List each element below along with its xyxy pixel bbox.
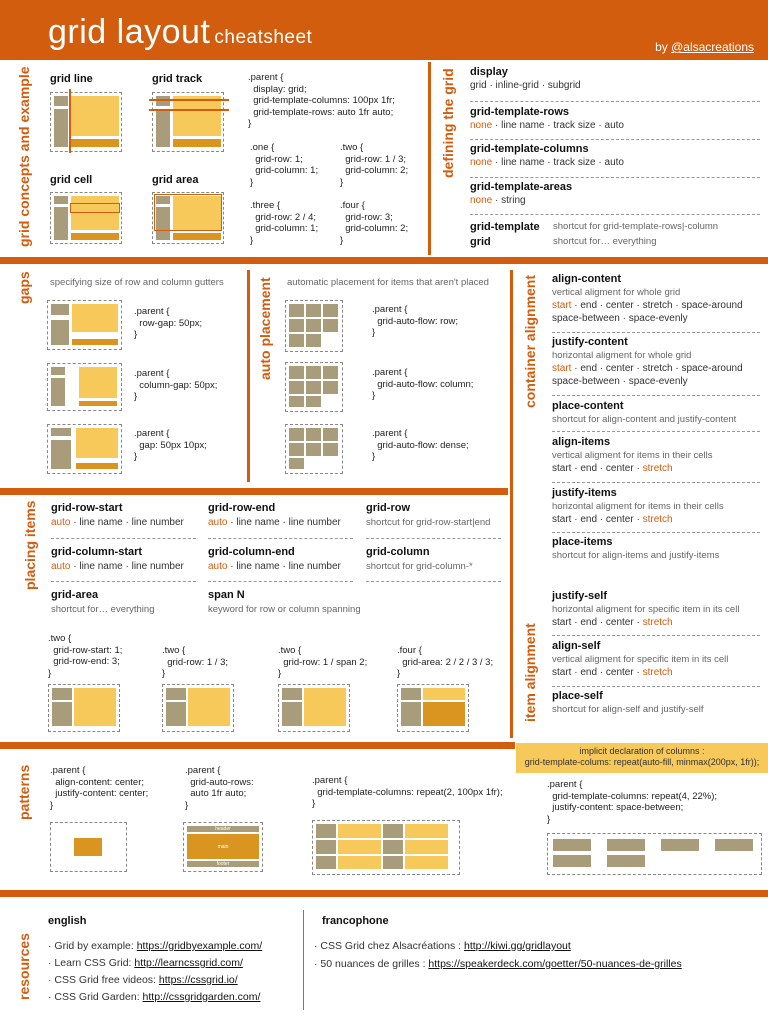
diagram-pattern-repeat [312, 820, 460, 875]
code-column-gap: .parent { column-gap: 50px; } [134, 368, 218, 402]
dash-divider [470, 139, 760, 140]
prop-grid-column-start: grid-column-start auto · line name · line number [51, 546, 184, 572]
gaps-desc: specifying size of row and column gutters [50, 277, 224, 288]
section-title-patterns: patterns [16, 764, 32, 820]
dash-divider [470, 177, 760, 178]
section-title-placing: placing items [22, 500, 38, 590]
code-placing-3: .two { grid-row: 1 / span 2; } [278, 645, 368, 679]
section-title-concepts: grid concepts and example [16, 66, 32, 247]
resource-en-4: · CSS Grid Garden: http://cssgridgarden.com/ [48, 991, 261, 1003]
diagram-column-gap [47, 363, 122, 411]
diagram-placing-1 [48, 684, 120, 732]
dash-divider [470, 214, 760, 215]
diagram-auto-column [285, 362, 343, 412]
resource-en-2: · Learn CSS Grid: http://learncssgrid.com/ [48, 957, 243, 969]
diagram-pattern-holy [183, 822, 263, 872]
prop-grid-row-end: grid-row-end auto · line name · line number [208, 502, 341, 528]
divider-bar [0, 257, 768, 264]
resource-link[interactable]: https://gridbyexample.com/ [136, 940, 263, 952]
dash-divider [51, 581, 196, 582]
resource-link[interactable]: https://cssgrid.io/ [158, 974, 238, 986]
diagram-auto-row [285, 300, 343, 352]
justify-self: justify-self horizontal aligment for specific item in its cell start · end · center · stretch [552, 590, 740, 628]
resource-en-3: · CSS Grid free videos: https://cssgrid.io/ [48, 974, 238, 986]
align-content: align-content vertical aligment for whole grid start · end · center · stretch · space-around space-between · space-evenly [552, 273, 743, 324]
place-items: place-items shortcut for align-items and justify-items [552, 536, 720, 561]
diagram-grid-area [152, 192, 224, 244]
justify-items: justify-items horizontal aligment for items in their cells start · end · center · stretch [552, 487, 724, 525]
resources-english: english [48, 915, 87, 927]
resource-fr-1: · CSS Grid chez Alsacréations : http://kiwi.gg/gridlayout [314, 940, 571, 952]
dash-divider [552, 482, 760, 483]
code-auto-row: .parent { grid-auto-flow: row; } [372, 304, 459, 338]
code-auto-column: .parent { grid-auto-flow: column; } [372, 367, 474, 401]
def-template: grid-template [470, 221, 540, 233]
diagram-pattern-center [50, 822, 127, 872]
align-self: align-self vertical aligment for specific item in its cell start · end · center · stretch [552, 640, 729, 678]
dash-divider [208, 581, 353, 582]
pattern-header-label: header [186, 825, 260, 833]
divider-bar [0, 890, 768, 897]
resource-en-1: · Grid by example: https://gridbyexample.com/ [48, 940, 263, 952]
place-self: place-self shortcut for align-self and justify-self [552, 690, 704, 715]
code-row-gap: .parent { row-gap: 50px; } [134, 306, 203, 340]
code-two: .two { grid-row: 1 / 3; grid-column: 2; } [340, 142, 409, 188]
diagram-grid-cell [50, 192, 122, 244]
dash-divider [51, 538, 196, 539]
code-placing-1: .two { grid-row-start: 1; grid-row-end: 3; } [48, 633, 123, 679]
concept-grid-track: grid track [152, 73, 203, 85]
divider-vertical [510, 270, 513, 738]
prop-grid-row-start: grid-row-start auto · line name · line number [51, 502, 184, 528]
concept-grid-area: grid area [152, 174, 199, 186]
prop-grid-row: grid-row shortcut for grid-row-start|end [366, 502, 491, 528]
def-grid-desc: shortcut for… everything [553, 236, 657, 247]
author-link[interactable]: @alsacreations [671, 40, 754, 54]
dash-divider [366, 538, 501, 539]
def-template-desc: shortcut for grid-template-rows|-column [553, 221, 719, 232]
code-pattern-1: .parent { align-content: center; justify-content: center; } [50, 765, 149, 811]
code-placing-2: .two { grid-row: 1 / 3; } [162, 645, 228, 679]
code-one: .one { grid-row: 1; grid-column: 1; } [250, 142, 319, 188]
dash-divider [552, 532, 760, 533]
page-subtitle: cheatsheet [214, 27, 313, 48]
concept-grid-cell: grid cell [50, 174, 93, 186]
concept-grid-line: grid line [50, 73, 93, 85]
code-pattern-2: .parent { grid-auto-rows: auto 1fr auto; } [185, 765, 254, 811]
code-pattern-3: .parent { grid-template-columns: repeat(2, 100px 1fr); } [312, 775, 503, 809]
resource-link[interactable]: http://kiwi.gg/gridlayout [463, 940, 571, 952]
dash-divider [552, 431, 760, 432]
code-pattern-4: .parent { grid-template-columns: repeat(4, 22%); justify-content: space-between; } [547, 779, 718, 825]
def-rows: grid-template-rows none · line name · track size · auto [470, 106, 624, 131]
def-cols: grid-template-columns none · line name · track size · auto [470, 143, 624, 168]
section-title-defining: defining the grid [440, 68, 456, 178]
diagram-pattern-space-between [547, 833, 762, 875]
diagram-gap [47, 424, 122, 474]
auto-desc: automatic placement for items that aren't placed [287, 277, 489, 288]
pattern-main-label: main [186, 833, 260, 860]
def-display: display grid · inline-grid · subgrid [470, 66, 581, 91]
def-areas: grid-template-areas none · string [470, 181, 573, 206]
align-items: align-items vertical aligment for items in their cells start · end · center · stretch [552, 436, 713, 474]
divider-vertical [247, 270, 250, 482]
resource-fr-2: · 50 nuances de grilles : https://speakerdeck.com/goetter/50-nuances-de-grilles [314, 958, 682, 970]
section-title-container: container alignment [522, 274, 538, 408]
resources-francophone: francophone [322, 915, 389, 927]
resource-link[interactable]: http://cssgridgarden.com/ [142, 991, 261, 1003]
dash-divider [552, 686, 760, 687]
resource-link[interactable]: http://learncssgrid.com/ [134, 957, 243, 969]
divider-bar [0, 742, 515, 749]
code-auto-dense: .parent { grid-auto-flow: dense; } [372, 428, 469, 462]
divider-vertical [428, 62, 431, 255]
diagram-placing-4 [397, 684, 469, 732]
resource-link[interactable]: https://speakerdeck.com/goetter/50-nuances-de-grilles [428, 958, 682, 970]
code-placing-4: .four { grid-area: 2 / 2 / 3 / 3; } [397, 645, 494, 679]
def-grid: grid [470, 236, 491, 248]
code-four: .four { grid-row: 3; grid-column: 2; } [340, 200, 409, 246]
pattern-footer-label: footer [186, 860, 260, 868]
prop-grid-column-end: grid-column-end auto · line name · line number [208, 546, 341, 572]
implicit-note: implicit declaration of columns : grid-template-colums: repeat(auto-fill, minmax(200px, 1fr)); [516, 743, 768, 773]
justify-content: justify-content horizontal aligment for whole grid start · end · center · stretch · space-around space-between · space-evenly [552, 336, 743, 387]
dash-divider [552, 395, 760, 396]
diagram-auto-dense [285, 424, 343, 474]
diagram-grid-track [152, 92, 224, 152]
section-title-gaps: gaps [16, 271, 32, 304]
prop-grid-column: grid-column shortcut for grid-column-* [366, 546, 473, 572]
diagram-grid-line [50, 92, 122, 152]
dash-divider [552, 635, 760, 636]
place-content: place-content shortcut for align-content and justify-content [552, 400, 737, 425]
divider-bar [0, 488, 508, 495]
section-title-resources: resources [16, 933, 32, 1000]
code-parent: .parent { display: grid; grid-template-columns: 100px 1fr; grid-template-rows: auto 1fr auto; } [248, 72, 395, 129]
byline: by @alsacreations [655, 40, 754, 54]
divider-vertical [303, 910, 304, 1010]
section-title-item: item alignment [522, 623, 538, 722]
section-title-auto: auto placement [257, 277, 273, 380]
code-three: .three { grid-row: 2 / 4; grid-column: 1; } [250, 200, 319, 246]
diagram-placing-2 [162, 684, 234, 732]
prop-span: span N keyword for row or column spanning [208, 589, 361, 615]
dash-divider [470, 101, 760, 102]
diagram-placing-3 [278, 684, 350, 732]
diagram-row-gap [47, 300, 122, 350]
page-title: grid layout cheatsheet [48, 13, 313, 51]
dash-divider [366, 581, 501, 582]
dash-divider [208, 538, 353, 539]
dash-divider [552, 332, 760, 333]
prop-grid-area: grid-area shortcut for… everything [51, 589, 155, 615]
code-gap: .parent { gap: 50px 10px; } [134, 428, 207, 462]
